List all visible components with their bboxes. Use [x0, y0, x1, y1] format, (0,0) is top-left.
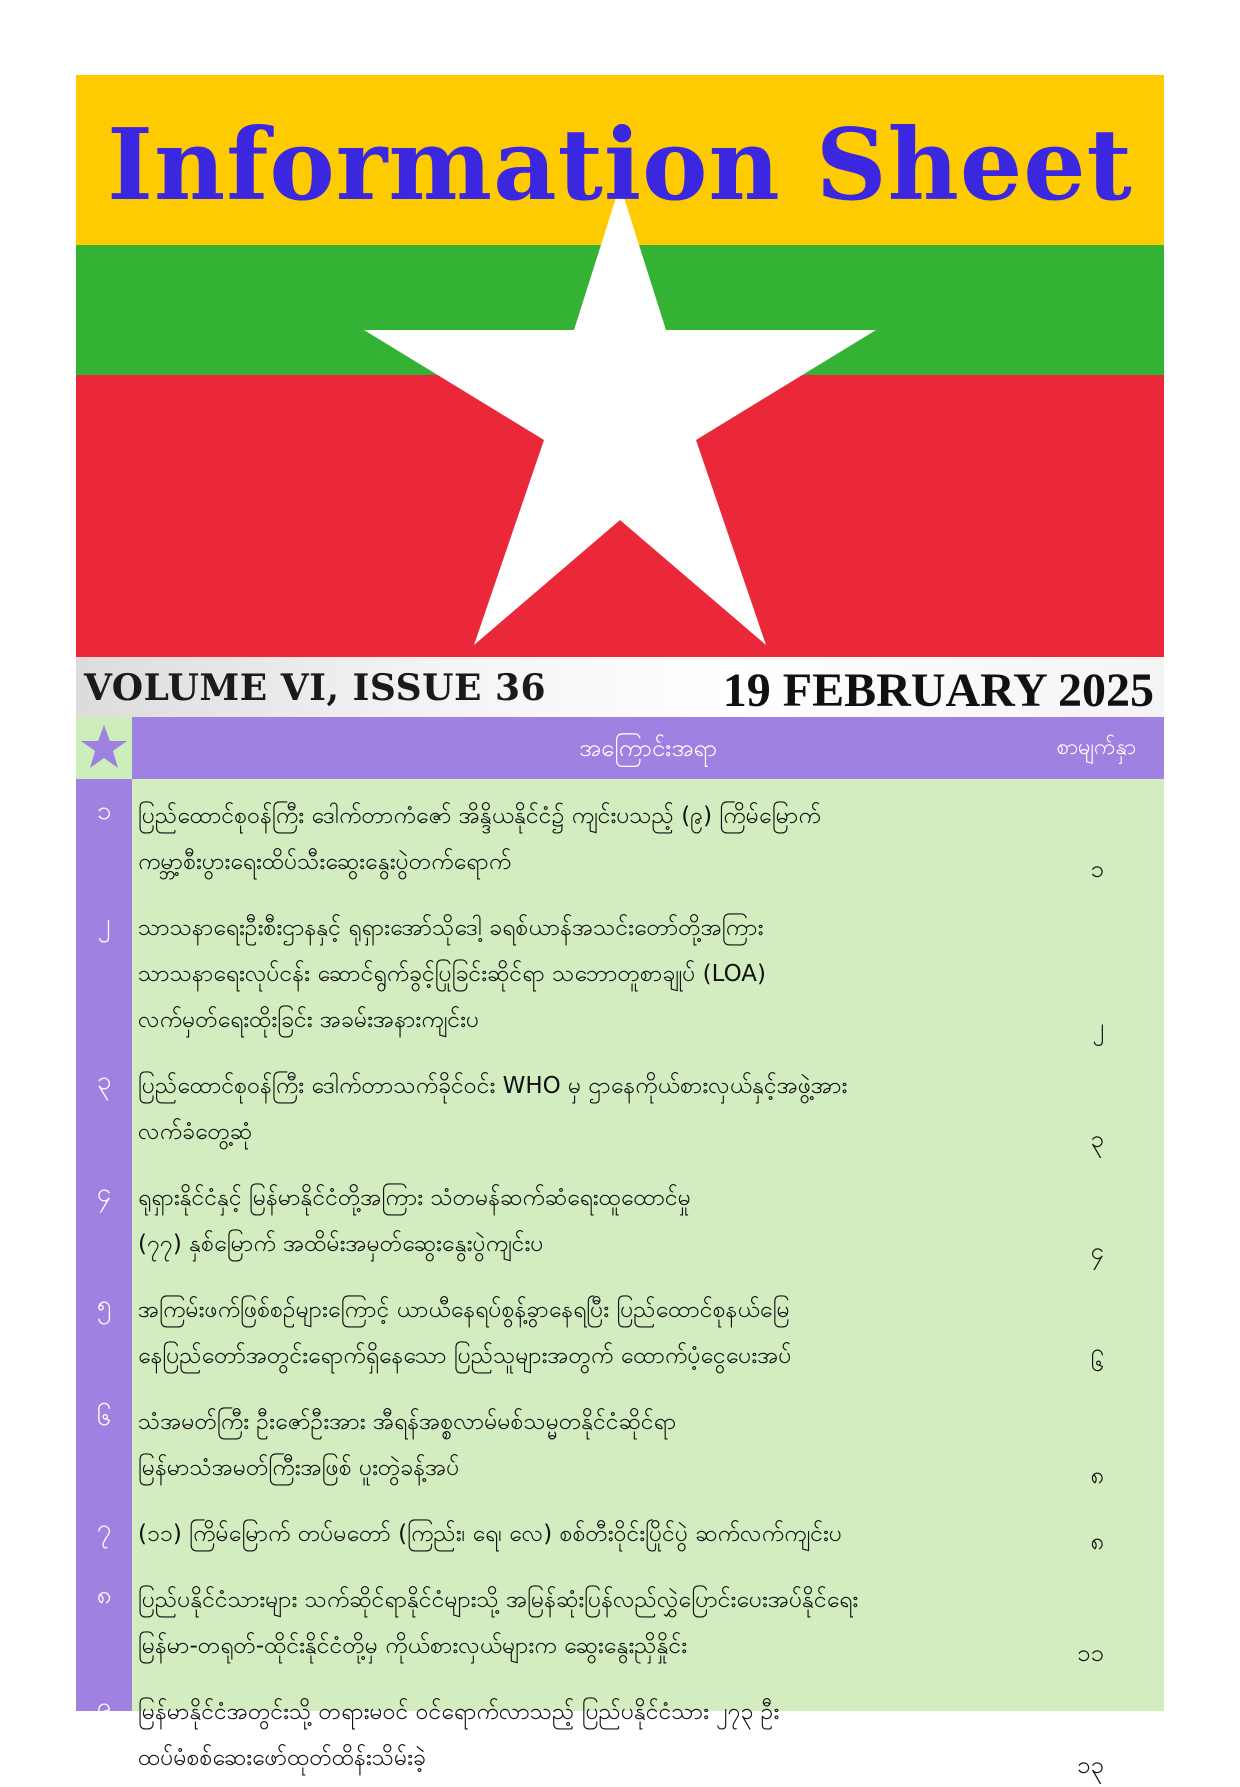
toc-row-number: ၆	[96, 1402, 112, 1432]
toc-row	[76, 1385, 1164, 1497]
toc-row-title-line: (၇၇) နှစ်မြောက် အထိမ်းအမှတ်ဆွေးနွေးပွဲကျင်းပ	[138, 1231, 544, 1257]
toc-row-page: ၁	[1090, 855, 1104, 883]
toc-row-title-line: သံအမတ်ကြီး ဦးဇော်ဦးအား အီရန်အစ္စလာမ်မစ်သမ္မတနိုင်ငံဆိုင်ရာ	[138, 1409, 677, 1435]
toc-row-title	[138, 1287, 1018, 1379]
toc-row-title-line: အကြမ်းဖက်ဖြစ်စဉ်များကြောင့် ယာယီနေရပ်စွန့်ခွာနေရပြီး ပြည်ထောင်စုနယ်မြေ	[138, 1297, 790, 1323]
toc-row	[76, 1273, 1164, 1385]
toc-row-page: ၈	[1090, 1461, 1104, 1489]
toc-row-number: ၅	[96, 1290, 112, 1320]
toc-row-title-line: မြန်မာသံအမတ်ကြီးအဖြစ် ပူးတွဲခန့်အပ်	[138, 1455, 460, 1481]
toc-row-title-line: လက်ခံတွေ့ဆုံ	[138, 1119, 253, 1145]
toc-row-title	[138, 1689, 1018, 1781]
toc-row	[76, 1049, 1164, 1161]
toc-row-page: ၆	[1090, 1349, 1104, 1377]
toc-row	[76, 1161, 1164, 1273]
toc-row	[76, 891, 1164, 1049]
toc-row-page: ၃	[1090, 1125, 1104, 1153]
toc-row-number: ၈	[96, 1580, 112, 1610]
toc-row-title	[138, 1063, 1018, 1155]
toc-row-title	[138, 1399, 1018, 1491]
toc-header-label: အကြောင်းအရာ	[579, 734, 717, 762]
toc-row-title	[138, 1511, 1018, 1557]
toc-row	[76, 779, 1164, 891]
toc-row-title-line: မြန်မာ-တရုတ်-ထိုင်းနိုင်ငံတို့မှ ကိုယ်စားလှယ်များက ဆွေးနွေးညှိနှိုင်း	[138, 1633, 688, 1659]
toc-row-number: ၉	[96, 1692, 112, 1722]
toc-row-number: ၃	[96, 1066, 112, 1096]
toc-row-title-line: မြန်မာနိုင်ငံအတွင်းသို့ တရားမဝင် ဝင်ရောက်လာသည့် ပြည်ပနိုင်ငံသား ၂၇၃ ဦး	[138, 1699, 780, 1725]
star-cell	[76, 717, 132, 779]
purple-star-icon	[76, 717, 132, 779]
toc-row	[76, 1563, 1164, 1675]
toc-row-number: ၇	[96, 1514, 112, 1544]
toc-row	[76, 1675, 1164, 1787]
toc-row-title-line: လက်မှတ်ရေးထိုးခြင်း အခမ်းအနားကျင်းပ	[138, 1007, 480, 1033]
issue-bar	[76, 657, 1164, 717]
flag-banner	[76, 75, 1164, 657]
toc-row-title-line: ရုရှားနိုင်ငံနှင့် မြန်မာနိုင်ငံတို့အကြား သံတမန်ဆက်ဆံရေးထူထောင်မှု	[138, 1185, 691, 1211]
toc-row-page: ၈	[1090, 1527, 1104, 1555]
toc-row-number: ၁	[96, 796, 112, 826]
toc-row-page: ၄	[1090, 1237, 1104, 1265]
volume-issue: VOLUME VI, ISSUE 36	[84, 667, 547, 709]
toc-row-title	[138, 793, 1018, 885]
toc-row-page: ၁၃	[1077, 1751, 1104, 1779]
toc-page-label: စာမျက်နှာ	[1056, 735, 1136, 760]
toc-row-title-line: ထပ်မံစစ်ဆေးဖော်ထုတ်ထိန်းသိမ်းခဲ့	[138, 1745, 426, 1771]
toc-header-bar	[132, 717, 1164, 779]
toc-row-title-line: ပြည်ထောင်စုဝန်ကြီး ဒေါက်တာသက်ခိုင်ဝင်း WHO မှ ဌာနေကိုယ်စားလှယ်နှင့်အဖွဲ့အား	[138, 1073, 848, 1099]
toc-row-title-line: သာသနာရေးဦးစီးဌာနနှင့် ရုရှားအော်သိုဒေါ့ ခရစ်ယာန်အသင်းတော်တို့အကြား	[138, 915, 764, 941]
toc-row-title-line: ကမ္ဘာ့စီးပွားရေးထိပ်သီးဆွေးနွေးပွဲတက်ရောက်	[138, 849, 512, 875]
toc-row-title	[138, 1175, 1018, 1267]
toc-row-title	[138, 905, 1018, 1043]
toc-row-title-line: (၁၁) ကြိမ်မြောက် တပ်မတော် (ကြည်း၊ ရေ၊ လေ) စစ်တီးဝိုင်းပြိုင်ပွဲ ဆက်လက်ကျင်းပ	[138, 1521, 842, 1547]
toc-row-number: ၂	[97, 908, 111, 938]
toc-row	[76, 1497, 1164, 1563]
toc-row-page: ၂	[1092, 1013, 1104, 1041]
table-of-contents	[76, 717, 1164, 1779]
publication-title: Information Sheet	[107, 108, 1133, 223]
toc-row-title-line: ပြည်ပနိုင်ငံသားများ သက်ဆိုင်ရာနိုင်ငံများသို့ အမြန်ဆုံးပြန်လည်လွှဲပြောင်းပေးအပ်နိုင်ရေး	[138, 1587, 859, 1613]
toc-row-page: ၁၁	[1077, 1639, 1104, 1667]
toc-row-title	[138, 1577, 1018, 1669]
toc-header	[76, 717, 1164, 779]
toc-row-title-line: သာသနာရေးလုပ်ငန်း ဆောင်ရွက်ခွင့်ပြုခြင်းဆိုင်ရာ သဘောတူစာချုပ် (LOA)	[138, 961, 767, 987]
toc-row-number: ၄	[96, 1178, 112, 1208]
toc-row-title-line: ပြည်ထောင်စုဝန်ကြီး ဒေါက်တာကံဇော် အိန္ဒိယနိုင်ငံ၌ ကျင်းပသည့် (၉) ကြိမ်မြောက်	[138, 803, 821, 829]
issue-date: 19 FEBRUARY 2025	[722, 664, 1154, 717]
toc-row-title-line: နေပြည်တော်အတွင်းရောက်ရှိနေသော ပြည်သူများအတွက် ထောက်ပံ့ငွေပေးအပ်	[138, 1343, 792, 1369]
